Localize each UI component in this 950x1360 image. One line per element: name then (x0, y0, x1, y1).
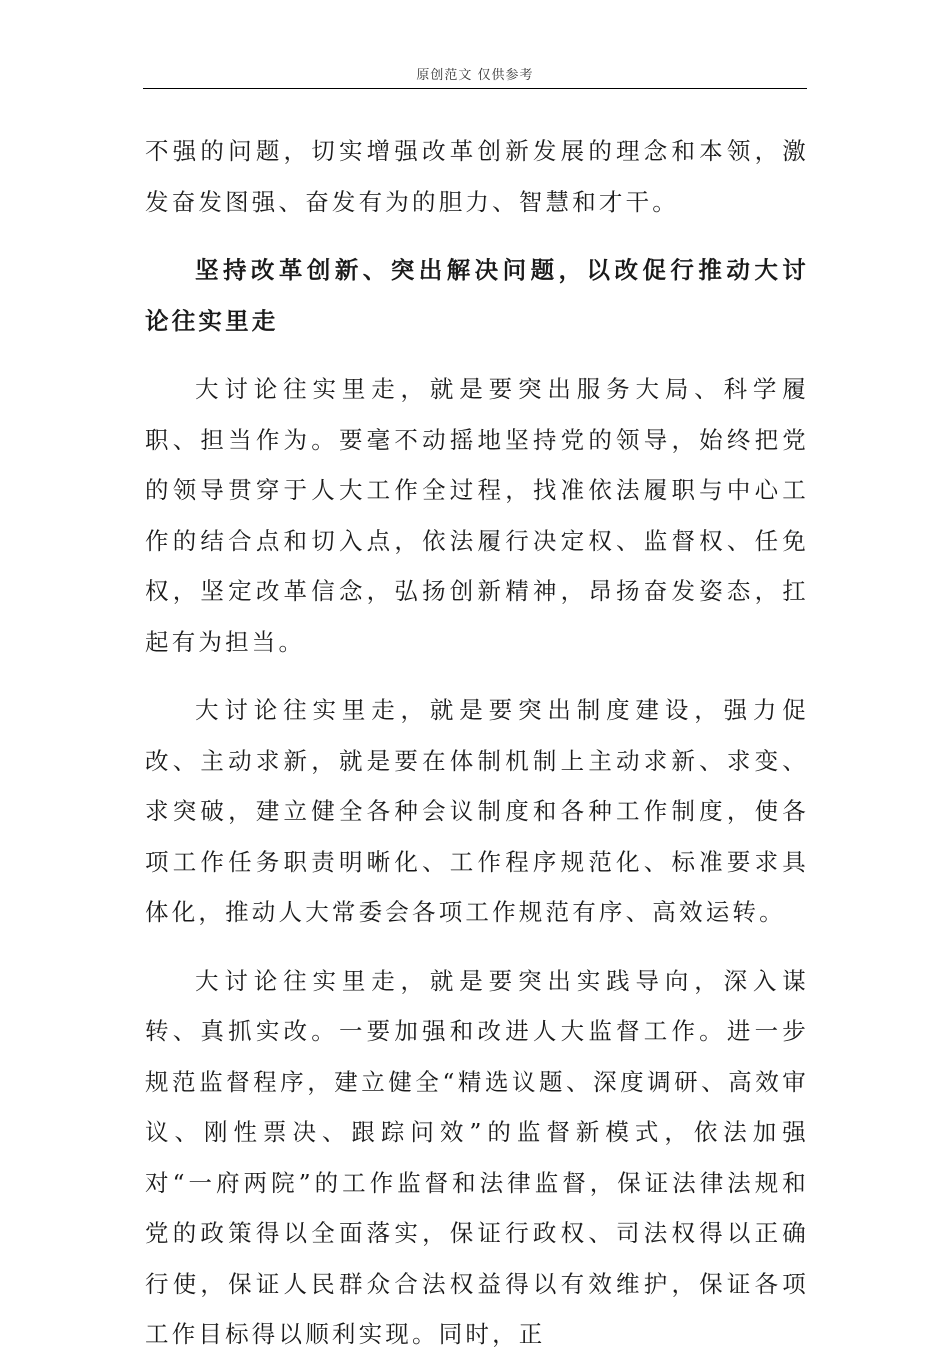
body-paragraph-1: 大讨论往实里走，就是要突出服务大局、科学履职、担当作为。要毫不动摇地坚持党的领导，始终把党的领导贯穿于人大工作全过程，找准依法履职与中心工作的结合点和切入点，依法履行决定权、监督权、任免权，坚定改革信念，弘扬创新精神，昂扬奋发姿态，扛起有为担当。 (145, 375, 809, 656)
header-text: 原创范文 仅供参考 (416, 68, 534, 83)
document-body (145, 126, 809, 1360)
continuation-paragraph: 不强的问题，切实增强改革创新发展的理念和本领，激发奋发图强、奋发有为的胆力、智慧和才干。 (145, 137, 809, 216)
body-paragraph-2: 大讨论往实里走，就是要突出制度建设，强力促改、主动求新，就是要在体制机制上主动求新、求变、求突破，建立健全各种会议制度和各种工作制度，使各项工作任务职责明晰化、工作程序规范化、标准要求具体化，推动人大常委会各项工作规范有序、高效运转。 (145, 696, 809, 926)
page-header (143, 64, 807, 89)
body-paragraph-3: 大讨论往实里走，就是要突出实践导向，深入谋转、真抓实改。一要加强和改进人大监督工作。进一步规范监督程序，建立健全“精选议题、深度调研、高效审议、刚性票决、跟踪问效”的监督新模式，依法加强对“一府两院”的工作监督和法律监督，保证法律法规和党的政策得以全面落实，保证行政权、司法权得以正确行使，保证人民群众合法权益得以有效维护，保证各项工作目标得以顺利实现。同时，正 (145, 966, 809, 1348)
section-heading: 坚持改革创新、突出解决问题，以改促行推动大讨论往实里走 (145, 256, 809, 335)
